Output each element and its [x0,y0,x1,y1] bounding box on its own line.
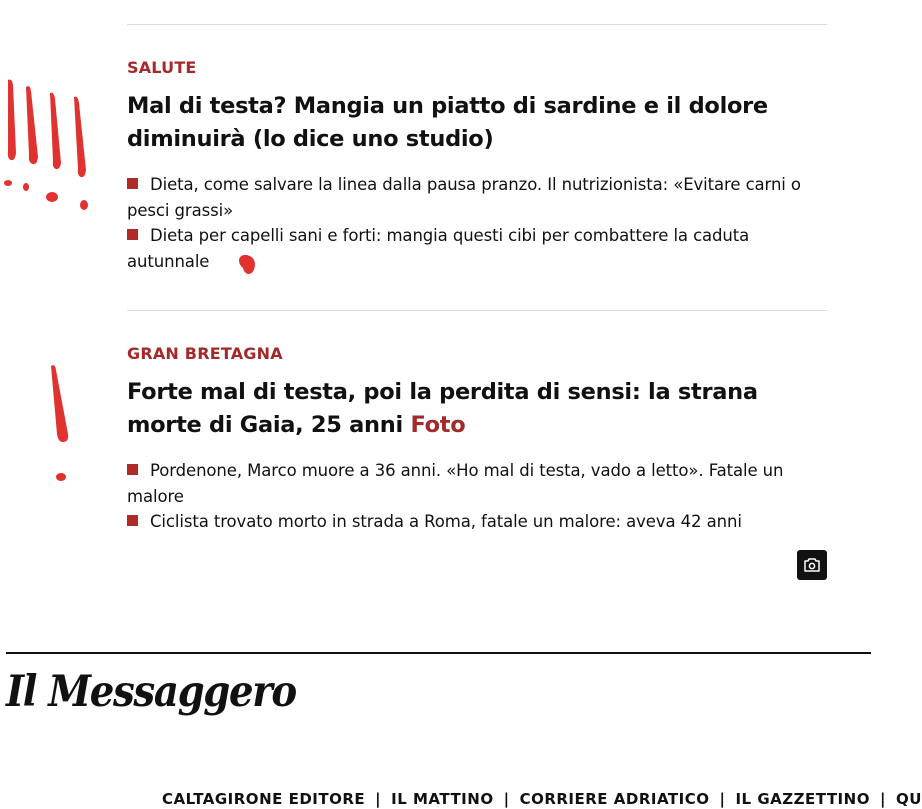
related-links [127,172,807,274]
separator: | [503,790,510,808]
footer-rule [6,652,871,654]
related-link[interactable] [127,223,807,274]
network-link-il-mattino[interactable]: IL MATTINO [391,790,494,808]
camera-icon [804,558,820,572]
category-label[interactable]: SALUTE [127,58,197,77]
related-link[interactable] [127,172,807,223]
network-link-caltagirone[interactable]: CALTAGIRONE EDITORE [162,790,366,808]
related-link-text[interactable]: Dieta per capelli sani e forti: mangia questi cibi per combattere la caduta autunnale [127,226,750,271]
section-divider [127,24,827,25]
separator: | [375,790,382,808]
separator: | [879,790,886,808]
headline-text[interactable]: Forte mal di testa, poi la perdita di sensi: la strana morte di Gaia, 25 anni [127,379,758,438]
paint-drip-decoration [45,362,75,492]
related-links [127,458,807,535]
paint-drips-decoration [0,75,100,215]
related-link[interactable] [127,509,807,535]
square-bullet-icon [127,515,138,526]
article-headline[interactable] [127,376,827,442]
related-link-text[interactable]: Ciclista trovato morto in strada a Roma, fatale un malore: aveva 42 anni [150,512,742,531]
headline-text[interactable]: Mal di testa? Mangia un piatto di sardine e il dolore diminuirà (lo dice uno studio) [127,93,768,152]
category-label[interactable]: GRAN BRETAGNA [127,344,283,363]
article-headline[interactable] [127,90,827,156]
square-bullet-icon [127,464,138,475]
square-bullet-icon [127,229,138,240]
square-bullet-icon [127,178,138,189]
related-link-text[interactable]: Pordenone, Marco muore a 36 anni. «Ho mal di testa, vado a letto». Fatale un malore [127,461,784,506]
photo-gallery-button[interactable] [797,550,827,580]
section-divider [127,310,827,311]
network-links [162,789,922,809]
network-link-truncated[interactable]: QU [895,790,922,808]
article-salute [127,58,827,274]
network-link-corriere-adriatico[interactable]: CORRIERE ADRIATICO [519,790,710,808]
il-messaggero-logo[interactable]: Il Messaggero [6,667,296,717]
network-link-il-gazzettino[interactable]: IL GAZZETTINO [735,790,870,808]
related-link[interactable] [127,458,807,509]
separator: | [719,790,726,808]
article-gran-bretagna [127,344,827,535]
foto-label[interactable]: Foto [410,412,466,438]
related-link-text[interactable]: Dieta, come salvare la linea dalla pausa pranzo. Il nutrizionista: «Evitare carni o pesci grassi» [127,175,801,220]
